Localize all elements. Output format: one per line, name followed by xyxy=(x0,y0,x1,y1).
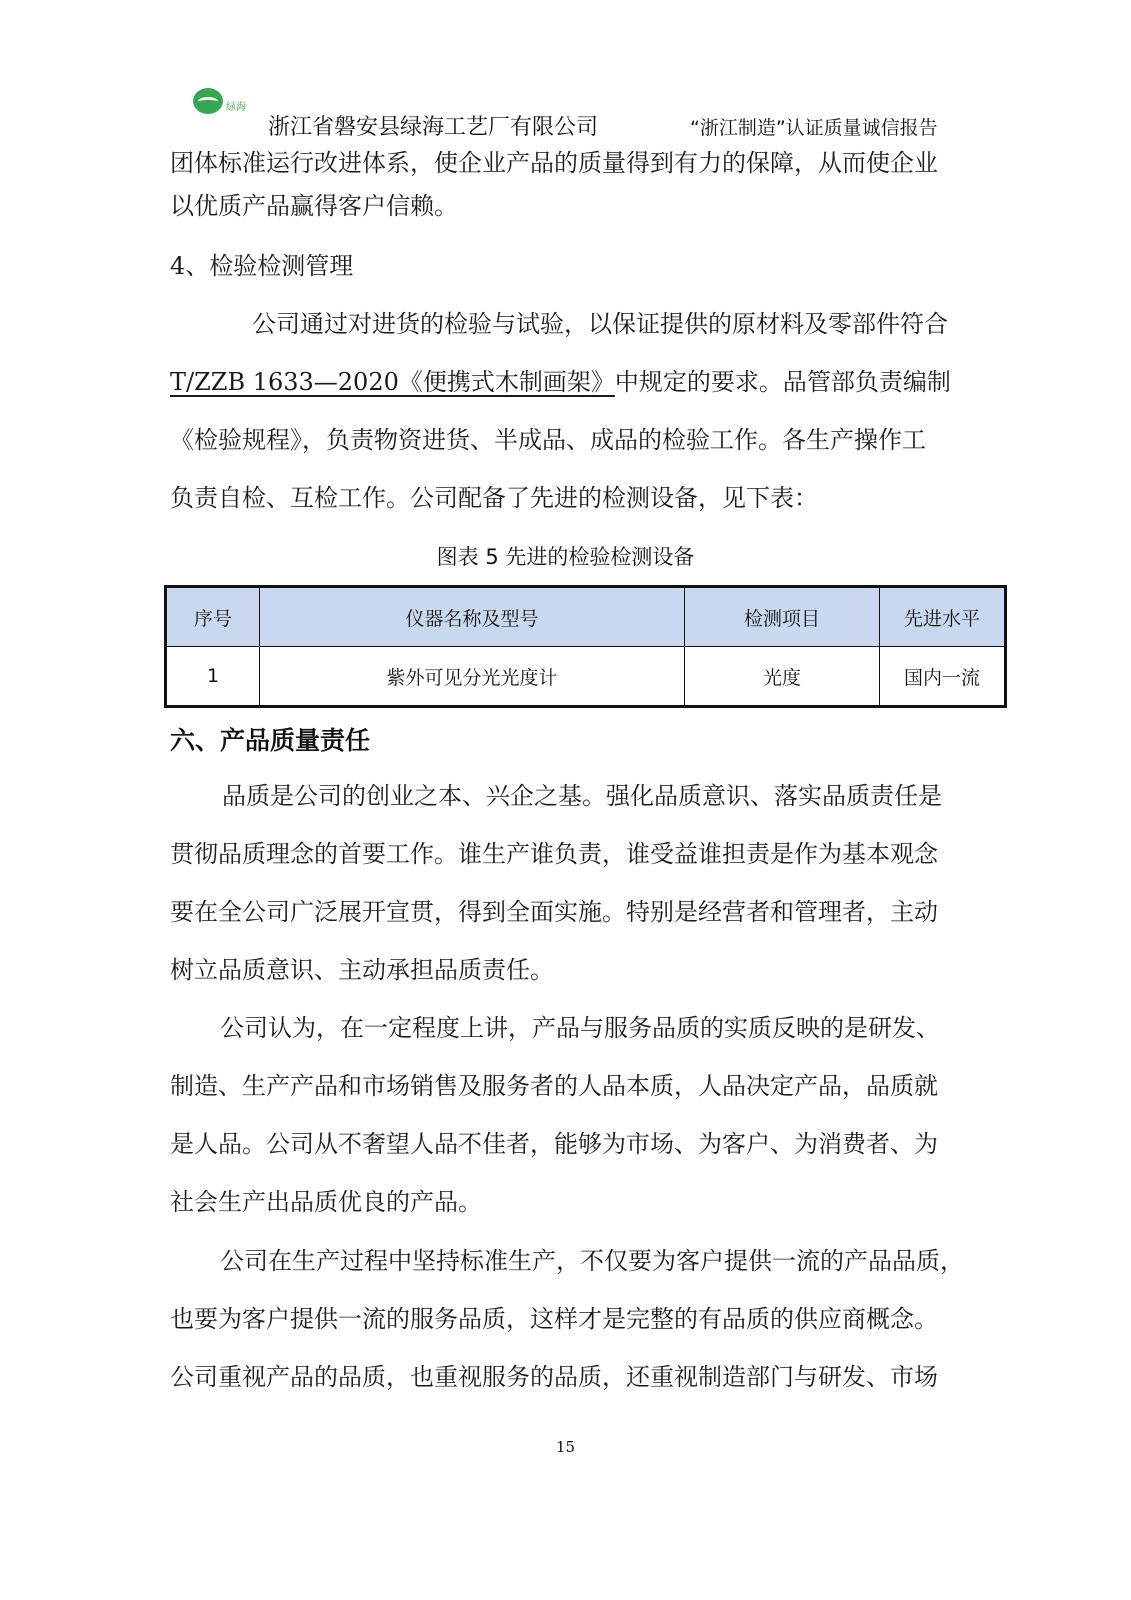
header-company-name: 浙江省磐安县绿海工艺厂有限公司 xyxy=(268,115,599,140)
table-cell: 光度 xyxy=(685,647,880,707)
text-line: 《检验规程》，负责物资进货、半成品、成品的检验工作。各生产操作工 xyxy=(170,426,926,454)
table-cell: 1 xyxy=(166,647,260,707)
table-header-cell: 先进水平 xyxy=(880,587,1006,647)
equipment-table xyxy=(164,585,1007,708)
text-line: 公司重视产品的品质，也重视服务的品质，还重视制造部门与研发、市场 xyxy=(170,1363,938,1391)
text-line: 要在全公司广泛展开宣贯，得到全面实施。特别是经营者和管理者，主动 xyxy=(170,898,938,926)
text-line: 品质是公司的创业之本、兴企之基。强化品质意识、落实品质责任是 xyxy=(222,782,942,810)
table-header-cell: 仪器名称及型号 xyxy=(260,587,685,647)
table-caption: 图表 5 先进的检验检测设备 xyxy=(436,545,695,569)
text-line: 是人品。公司从不奢望人品不佳者，能够为市场、为客户、为消费者、为 xyxy=(170,1130,938,1158)
text-line: 以优质产品赢得客户信赖。 xyxy=(170,192,458,220)
text-line: 公司在生产过程中坚持标准生产，不仅要为客户提供一流的产品品质， xyxy=(220,1247,964,1275)
standard-reference: T/ZZB 1633—2020《便携式木制画架》 xyxy=(170,368,615,396)
text-line: 团体标准运行改进体系，使企业产品的质量得到有力的保障，从而使企业 xyxy=(170,149,938,177)
text-line: 社会生产出品质优良的产品。 xyxy=(170,1188,482,1216)
text-line: 也要为客户提供一流的服务品质，这样才是完整的有品质的供应商概念。 xyxy=(170,1305,938,1333)
text-line: 公司通过对进货的检验与试验，以保证提供的原材料及零部件符合 xyxy=(252,310,948,338)
table-header-cell: 检测项目 xyxy=(685,587,880,647)
text-line: 贯彻品质理念的首要工作。谁生产谁负责，谁受益谁担责是作为基本观念 xyxy=(170,840,938,868)
table-cell: 紫外可见分光光度计 xyxy=(260,647,685,707)
text-line xyxy=(170,366,951,398)
text-line-rest: 中规定的要求。品管部负责编制 xyxy=(614,368,951,396)
table-row xyxy=(166,647,1006,707)
section-4-title: 4、检验检测管理 xyxy=(170,252,354,280)
leaf-logo-icon xyxy=(193,88,223,114)
text-line: 负责自检、互检工作。公司配备了先进的检测设备，见下表： xyxy=(170,484,818,512)
section-6-title: 六、产品质量责任 xyxy=(170,726,371,755)
table-header-cell: 序号 xyxy=(166,587,260,647)
logo-text: 绿海 xyxy=(226,102,246,113)
text-line: 树立品质意识、主动承担品质责任。 xyxy=(170,956,554,984)
text-line: 公司认为，在一定程度上讲，产品与服务品质的实质反映的是研发、 xyxy=(220,1014,940,1042)
header-report-title: “浙江制造”认证质量诚信报告 xyxy=(690,117,938,139)
page-number: 15 xyxy=(555,1438,576,1456)
text-line: 制造、生产产品和市场销售及服务者的人品本质，人品决定产品，品质就 xyxy=(170,1072,938,1100)
table-cell: 国内一流 xyxy=(880,647,1006,707)
company-logo xyxy=(193,88,253,118)
table-header-row xyxy=(166,587,1006,647)
